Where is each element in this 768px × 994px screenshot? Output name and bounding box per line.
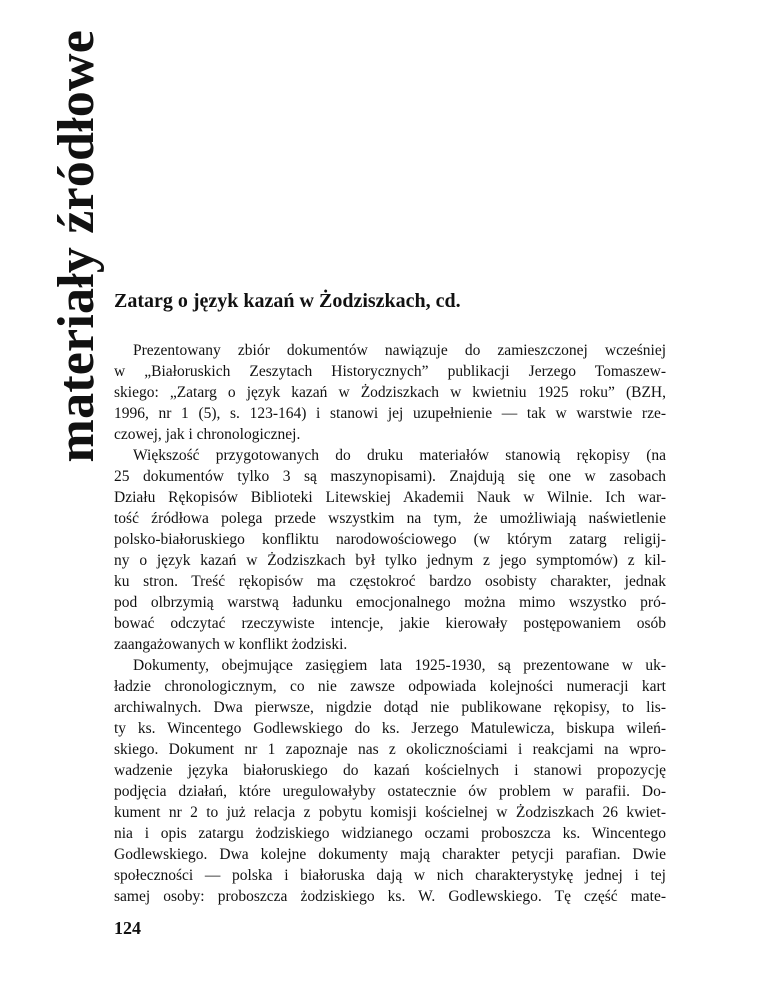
body-line: podjęcia działań, które uregulowałyby ostatecznie ów problem w parafii. Do- — [114, 783, 666, 800]
body-line: kument nr 2 to już relacja z pobytu komisji kościelnej w Żodziszkach 26 kwiet- — [114, 804, 666, 821]
body-line: polsko-białoruskiego konfliktu narodowościowego (w którym zatarg religij- — [114, 531, 666, 548]
body-line: ny o język kazań w Żodziszkach był tylko jednym z jego symptomów) z kil- — [114, 552, 666, 569]
body-line: archiwalnych. Dwa pierwsze, nigdzie dotąd nie publikowane rękopisy, to lis- — [114, 699, 666, 716]
body-line: zaangażowanych w konflikt żodziski. — [114, 636, 348, 653]
body-line: 1996, nr 1 (5), s. 123-164) i stanowi jej uzupełnienie — tak w warstwie rze- — [114, 405, 666, 422]
body-line: ładzie chronologicznym, co nie zawsze odpowiada kolejności numeracji kart — [114, 678, 666, 695]
body-line: samej osoby: proboszcza żodziskiego ks. W. Godlewskiego. Tę część mate- — [114, 888, 666, 905]
article-body — [114, 340, 666, 907]
body-line: skiego: „Zatarg o język kazań w Żodziszkach w kwietniu 1925 roku” (BZH, — [114, 384, 666, 401]
body-line: bować odczytać rzeczywiste intencje, jakie kierowały postępowaniem osób — [114, 615, 666, 632]
body-line: społeczności — polska i białoruska dają w nich charakterystykę jednej i tej — [114, 867, 666, 884]
body-line: skiego. Dokument nr 1 zapoznaje nas z okolicznościami i reakcjami na wpro- — [114, 741, 666, 758]
body-line: ku stron. Treść rękopisów ma częstokroć bardzo osobisty charakter, jednak — [114, 573, 666, 590]
body-line: Działu Rękopisów Biblioteki Litewskiej Akademii Nauk w Wilnie. Ich war- — [114, 489, 666, 506]
article-title: Zatarg o język kazań w Żodziszkach, cd. — [114, 290, 461, 312]
body-line: nia i opis zatargu żodziskiego widzianego oczami proboszcza ks. Wincentego — [114, 825, 666, 842]
body-line: w „Białoruskich Zeszytach Historycznych” publikacji Jerzego Tomaszew- — [114, 363, 666, 380]
body-line: wadzenie języka białoruskiego do kazań kościelnych i stanowi propozycję — [114, 762, 666, 779]
body-line: ty ks. Wincentego Godlewskiego do ks. Jerzego Matulewicza, biskupa wileń- — [114, 720, 666, 737]
section-side-title — [44, 30, 110, 510]
body-line: pod olbrzymią warstwą ładunku emocjonalnego można mimo wszystko pró- — [114, 594, 666, 611]
body-line: Godlewskiego. Dwa kolejne dokumenty mają charakter petycji parafian. Dwie — [114, 846, 666, 863]
body-line: Dokumenty, obejmujące zasięgiem lata 1925-1930, są prezentowane w uk- — [133, 657, 666, 674]
body-line: tość źródłowa polega przede wszystkim na tym, że umożliwiają naświetlenie — [114, 510, 666, 527]
section-side-title-text: materiały źródłowe — [48, 30, 105, 463]
body-line: 25 dokumentów tylko 3 są maszynopisami). Znajdują się one w zasobach — [114, 468, 666, 485]
body-line: czowej, jak i chronologicznej. — [114, 426, 301, 443]
page-number: 124 — [114, 918, 141, 938]
body-line: Prezentowany zbiór dokumentów nawiązuje do zamieszczonej wcześniej — [133, 342, 666, 359]
body-line: Większość przygotowanych do druku materiałów stanowią rękopisy (na — [133, 447, 666, 464]
